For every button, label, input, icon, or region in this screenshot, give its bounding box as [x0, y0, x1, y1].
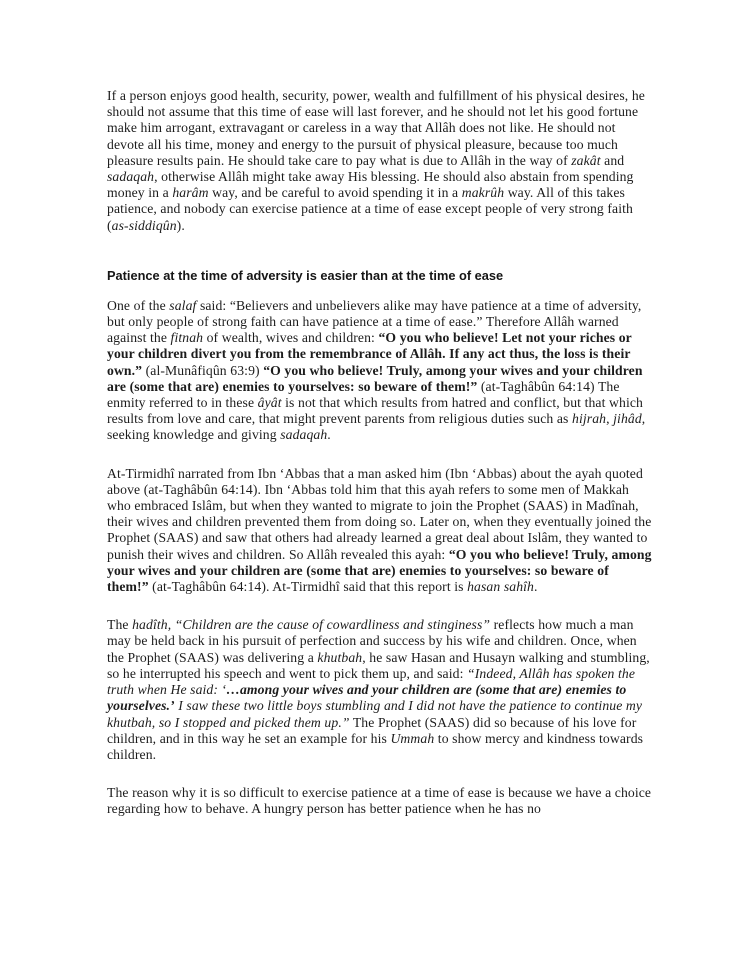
text-run: (al-Munâfiqûn 63:9) — [142, 362, 264, 378]
text-run: “O you who believe! Let not your riches or your children divert you from the remembrance of Allâh. If any act thus, the loss is their own.” — [107, 330, 632, 378]
text-run: hijrah — [572, 411, 607, 427]
paragraph-reason-difficulty — [107, 785, 653, 817]
text-run: âyât — [257, 395, 282, 411]
text-run: ). — [176, 217, 185, 233]
text-run: hasan sahîh — [467, 579, 534, 595]
text-run: “Indeed, Allâh has spoken the truth when He said: ‘ — [107, 665, 636, 698]
text-run: The — [107, 617, 133, 633]
text-run: sadaqah — [107, 169, 155, 185]
text-run: (at-Taghâbûn 64:14). At-Tirmidhî said that this report is — [148, 579, 468, 595]
text-run: . — [327, 427, 331, 443]
text-run: jihâd — [613, 411, 642, 427]
paragraph-salaf-quote — [107, 298, 653, 444]
text-run: hadîth, “Children are the cause of cowardliness and stinginess” — [132, 617, 491, 633]
text-run: to show mercy and kindness towards children. — [107, 730, 644, 762]
text-run: is not that which results from hatred and conflict, but that which results from love and care, that might prevent parents from religious duties such as — [107, 395, 643, 427]
text-run: of wealth, wives and children: — [203, 330, 379, 346]
text-run: I saw these two little boys stumbling and I did not have the patience to continue my khutbah, so I stopped and picked them up.” — [107, 698, 643, 730]
text-run: The Prophet (SAAS) did so because of his love for children, and in this way he set an example for his — [107, 714, 637, 746]
text-run: zakât — [571, 152, 601, 168]
text-run: khutbah — [317, 649, 363, 665]
text-run: If a person enjoys good health, security, power, wealth and fulfillment of his physical desires, he should not assume that this time of ease will last forever, and he should not let his good fortune make him arrogant, extravagant or careless in a way that Allâh does not like. He should not devote all his time, money and energy to the pursuit of physical pleasure, because too much pleasure results pain. He should take care to pay what is due to Allâh in the way of — [107, 88, 645, 168]
text-run: . — [534, 579, 538, 595]
section-heading: Patience at the time of adversity is easier than at the time of ease — [107, 267, 504, 283]
paragraph-hadith-children — [107, 617, 653, 763]
text-run: reflects how much a man may be held back in his pursuit of perfection and success by his wife and children. Once, when the Prophet (SAAS) was delivering a — [107, 617, 637, 665]
text-run: salaf — [169, 297, 197, 313]
text-run: , otherwise Allâh might take away His blessing. He should also abstain from spending money in a — [107, 169, 634, 201]
text-run: way. All of this takes patience, and nobody can exercise patience at a time of ease except people of very strong faith ( — [107, 185, 633, 233]
text-run: sadaqah — [280, 427, 328, 443]
text-run: , — [606, 411, 614, 427]
text-run: …among your wives and your children are (some that are) enemies to yourselves.’ — [107, 682, 627, 714]
text-run: as-siddiqûn — [111, 217, 177, 233]
text-run: “O you who believe! Truly, among your wives and your children are (some that are) enemies to yourselves: so beware of them!” — [107, 362, 643, 394]
text-run: , seeking knowledge and giving — [107, 411, 646, 443]
text-run: makrûh — [461, 185, 505, 201]
paragraph-tirmidhi-narration — [107, 466, 653, 596]
text-run: One of the — [107, 297, 170, 313]
text-run: Ummah — [390, 730, 435, 746]
text-run: way, and be careful to avoid spending it in a — [208, 185, 462, 201]
text-run: (at-Taghâbûn 64:14) The enmity referred to in these — [107, 378, 620, 411]
text-run: “O you who believe! Truly, among your wives and your children are (some that are) enemies to yourselves: so beware of them!” — [107, 546, 652, 595]
text-run: said: “Believers and unbelievers alike may have patience at a time of adversity, but only people of strong faith can have patience at a time of ease.” Therefore Allâh warned against the — [107, 297, 642, 346]
text-run: harâm — [172, 185, 209, 201]
text-run: The reason why it is so difficult to exercise patience at a time of ease is because we have a choice regarding how to behave. A hungry person has better patience when he has no — [107, 785, 652, 817]
paragraph-ease-of-life — [107, 88, 653, 234]
text-run: , he saw Hasan and Husayn walking and stumbling, so he interrupted his speech and went to pick them up, and said: — [107, 649, 650, 681]
text-run: At-Tirmidhî narrated from Ibn ‘Abbas that a man asked him (Ibn ‘Abbas) about the ayah quoted above (at-Taghâbûn 64:14). Ibn ‘Abbas told him that this ayah refers to some men of Makkah who embraced Islâm, but when they wanted to migrate to join the Prophet (SAAS) in Madînah, their wives and children prevented them from doing so. Later on, when they eventually joined the Prophet (SAAS) and saw that others had already learned a great deal about Islâm, they wanted to punish their wives and children. So Allâh revealed this ayah: — [107, 465, 652, 562]
text-run: and — [600, 152, 625, 168]
text-run: fitnah — [170, 330, 204, 346]
